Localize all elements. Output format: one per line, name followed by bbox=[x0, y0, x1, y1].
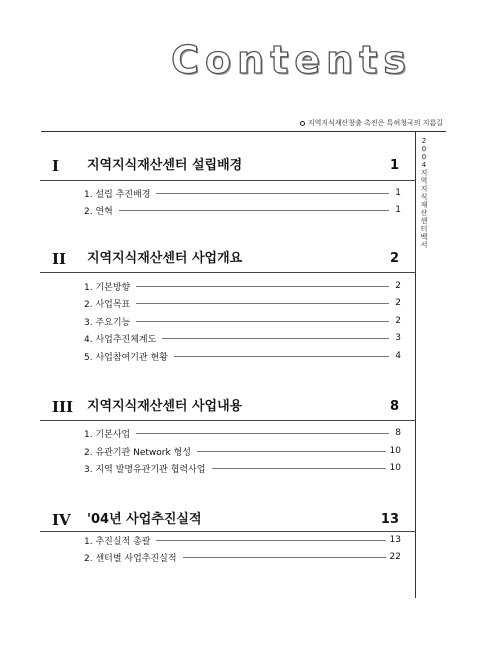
dot-leader bbox=[156, 540, 385, 541]
entry-label: 2. 사업목표 bbox=[84, 299, 131, 310]
dot-leader bbox=[197, 451, 386, 452]
toc-entry[interactable] bbox=[84, 461, 401, 475]
dot-leader bbox=[136, 321, 389, 322]
chapter-title: 지역지식재산센터 사업내용 bbox=[87, 399, 243, 414]
entry-label: 1. 추진실적 총괄 bbox=[84, 536, 151, 547]
entry-label: 2. 연혁 bbox=[84, 206, 113, 217]
toc-entry[interactable] bbox=[84, 533, 401, 547]
toc-entry[interactable] bbox=[84, 279, 401, 293]
chapter-title: 지역지식재산센터 사업개요 bbox=[87, 251, 243, 266]
chapter-divider bbox=[40, 180, 416, 181]
dot-leader bbox=[183, 557, 386, 558]
entry-label: 2. 유관기관 Network 형성 bbox=[84, 447, 191, 458]
chapter-4-heading[interactable] bbox=[52, 510, 407, 530]
entry-page: 8 bbox=[395, 428, 401, 438]
chapter-page: 2 bbox=[389, 251, 399, 266]
dot-leader bbox=[156, 193, 389, 194]
tagline-text: 지역지식재산창출 촉진은 특허청국의 지름길 bbox=[307, 119, 443, 127]
entry-page: 4 bbox=[395, 351, 401, 361]
chapter-divider bbox=[40, 272, 416, 273]
toc-entry[interactable] bbox=[84, 296, 401, 310]
toc-entry[interactable] bbox=[84, 331, 401, 345]
chapter-numeral: I bbox=[52, 157, 60, 175]
entry-label: 1. 기본사업 bbox=[84, 429, 131, 440]
entry-page: 3 bbox=[395, 333, 401, 343]
dot-leader bbox=[136, 433, 389, 434]
toc-entry[interactable] bbox=[84, 186, 401, 200]
toc-entry[interactable] bbox=[84, 444, 401, 458]
entry-label: 1. 기본방향 bbox=[84, 282, 131, 293]
entry-label: 4. 사업추진체계도 bbox=[84, 334, 157, 345]
chapter-2-heading[interactable] bbox=[52, 249, 407, 269]
chapter-title: 지역지식재산센터 설립배경 bbox=[87, 158, 243, 173]
entry-page: 13 bbox=[389, 535, 401, 545]
toc-entry[interactable] bbox=[84, 349, 401, 363]
entry-page: 2 bbox=[395, 281, 401, 291]
chapter-3-heading[interactable] bbox=[52, 397, 407, 417]
chapter-numeral: IV bbox=[52, 511, 71, 529]
entry-page: 1 bbox=[395, 188, 401, 198]
entry-label: 3. 지역 발명유관기관 협력사업 bbox=[84, 464, 206, 475]
chapter-1-heading[interactable] bbox=[52, 156, 407, 176]
dot-leader bbox=[162, 338, 389, 339]
entry-label: 2. 센터별 사업추진실적 bbox=[84, 553, 177, 564]
dot-leader bbox=[212, 468, 386, 469]
toc-entry[interactable] bbox=[84, 426, 401, 440]
header-tagline bbox=[300, 118, 443, 128]
dot-leader bbox=[136, 303, 389, 304]
entry-page: 22 bbox=[389, 552, 401, 562]
side-rule bbox=[415, 131, 416, 598]
entry-page: 10 bbox=[389, 463, 401, 473]
entry-label: 5. 사업참여기관 현황 bbox=[84, 352, 168, 363]
toc-entry[interactable] bbox=[84, 203, 401, 217]
entry-page: 10 bbox=[389, 446, 401, 456]
dot-leader bbox=[136, 286, 389, 287]
entry-label: 3. 주요기능 bbox=[84, 317, 131, 328]
dot-leader bbox=[119, 210, 389, 211]
toc-entry[interactable] bbox=[84, 550, 401, 564]
chapter-numeral: III bbox=[52, 398, 74, 416]
chapter-page: 1 bbox=[389, 158, 399, 173]
entry-page: 1 bbox=[395, 205, 401, 215]
page-title: Contents bbox=[171, 38, 412, 82]
chapter-title: '04년 사업추진실적 bbox=[87, 512, 202, 527]
circle-bullet-icon bbox=[300, 121, 305, 126]
chapter-divider bbox=[40, 531, 416, 532]
chapter-page: 13 bbox=[380, 512, 399, 527]
chapter-divider bbox=[40, 420, 416, 421]
entry-label: 1. 설립 추진배경 bbox=[84, 189, 151, 200]
chapter-numeral: II bbox=[52, 250, 67, 268]
toc-entry[interactable] bbox=[84, 314, 401, 328]
chapter-page: 8 bbox=[389, 399, 399, 414]
header-rule bbox=[41, 131, 446, 132]
entry-page: 2 bbox=[395, 298, 401, 308]
entry-page: 2 bbox=[395, 316, 401, 326]
side-label: 2 0 0 4 지 역 지 식 재 산 센 터 백 서 bbox=[420, 137, 428, 249]
dot-leader bbox=[174, 356, 389, 357]
